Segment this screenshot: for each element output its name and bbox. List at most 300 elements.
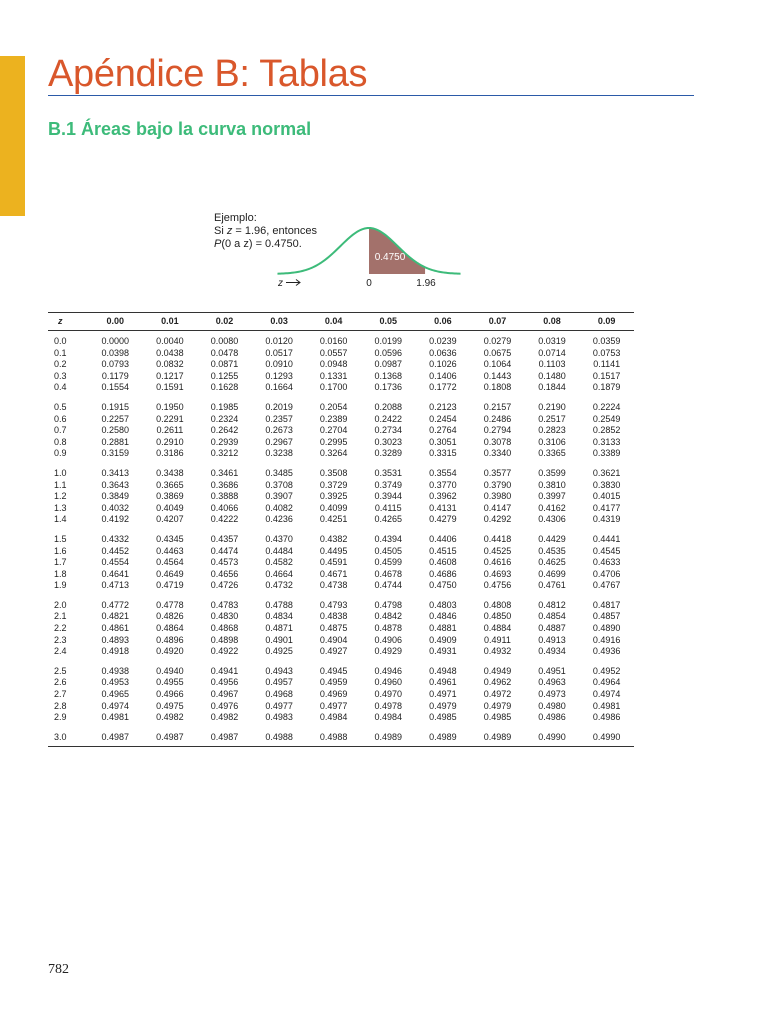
area-value-cell: 0.3531 <box>374 467 403 478</box>
area-value-cell: 0.4861 <box>101 623 130 634</box>
area-value-cell: 0.4990 <box>579 724 634 747</box>
area-value-cell: 0.1664 <box>265 382 293 393</box>
area-value-cell: 0.2291 <box>156 413 184 424</box>
area-value-cell: 0.4793 <box>319 599 348 610</box>
z-value-cell: 2.4 <box>54 646 67 657</box>
area-value-cell: 0.4474 <box>210 545 239 556</box>
table-row <box>48 480 634 492</box>
z-value-cell: 0.7 <box>54 425 67 436</box>
area-value-cell: 0.4505 <box>374 545 403 556</box>
area-value-cell: 0.4656 <box>210 568 239 579</box>
area-value-cell: 0.2019 <box>265 401 293 412</box>
area-value-cell: 0.4484 <box>265 545 293 556</box>
area-value-cell: 0.4901 <box>265 634 293 645</box>
area-value-cell: 0.4826 <box>156 611 184 622</box>
table-row <box>48 348 634 360</box>
area-value-cell: 0.4966 <box>156 689 184 700</box>
area-value-cell: 0.4821 <box>101 611 130 622</box>
table-row <box>48 437 634 449</box>
table-row <box>48 712 634 724</box>
table-row <box>48 569 634 581</box>
area-value-cell: 0.4956 <box>210 677 239 688</box>
axis-zero-label: 0 <box>366 278 372 289</box>
area-value-cell: 0.4177 <box>592 502 621 513</box>
column-header: 0.05 <box>361 313 416 331</box>
area-value-cell: 0.4664 <box>265 568 293 579</box>
area-value-cell: 0.4616 <box>483 557 512 568</box>
area-value-cell: 0.1480 <box>538 370 566 381</box>
axis-z-value-label: 1.96 <box>416 278 436 289</box>
area-value-cell: 0.4964 <box>592 677 621 688</box>
z-value-cell: 2.1 <box>54 611 67 622</box>
area-value-cell: 0.4842 <box>374 611 403 622</box>
area-value-cell: 0.4984 <box>319 712 348 723</box>
area-value-cell: 0.4713 <box>101 580 130 591</box>
area-value-cell: 0.4357 <box>210 533 239 544</box>
area-value-cell: 0.4945 <box>319 665 348 676</box>
table-row <box>48 514 634 526</box>
table-row <box>48 414 634 426</box>
area-value-cell: 0.2088 <box>374 401 403 412</box>
area-value-cell: 0.4976 <box>210 700 239 711</box>
area-value-cell: 0.0557 <box>319 347 348 358</box>
area-value-cell: 0.4699 <box>538 568 566 579</box>
area-value-cell: 0.4772 <box>101 599 130 610</box>
area-value-cell: 0.1736 <box>374 382 403 393</box>
area-value-cell: 0.4887 <box>538 623 566 634</box>
area-value-cell: 0.4812 <box>538 599 566 610</box>
area-value-cell: 0.4429 <box>538 533 566 544</box>
table-row <box>48 448 634 460</box>
area-value-cell: 0.3888 <box>210 491 239 502</box>
column-header: 0.02 <box>197 313 252 331</box>
axis-arrow-icon <box>286 280 300 286</box>
area-value-cell: 0.4345 <box>156 533 184 544</box>
area-value-cell: 0.1217 <box>156 370 184 381</box>
area-value-cell: 0.2611 <box>156 425 184 436</box>
area-value-cell: 0.2642 <box>210 425 239 436</box>
area-value-cell: 0.4525 <box>483 545 512 556</box>
page-number: 782 <box>48 962 69 977</box>
z-value-cell: 0.1 <box>54 347 67 358</box>
area-value-cell: 0.4131 <box>429 502 457 513</box>
area-value-cell: 0.4948 <box>429 665 457 676</box>
area-value-cell: 0.4972 <box>483 689 512 700</box>
section-heading: B.1 Áreas bajo la curva normal <box>48 119 312 139</box>
z-value-cell: 0.8 <box>54 436 67 447</box>
table-row <box>48 557 634 569</box>
area-value-cell: 0.4767 <box>592 580 621 591</box>
area-value-cell: 0.1844 <box>538 382 566 393</box>
area-value-cell: 0.4830 <box>210 611 239 622</box>
area-value-cell: 0.3980 <box>483 491 512 502</box>
area-value-cell: 0.4916 <box>592 634 621 645</box>
column-header: 0.01 <box>143 313 198 331</box>
area-value-cell: 0.4988 <box>252 724 307 747</box>
z-value-cell: 1.3 <box>54 502 67 513</box>
area-value-cell: 0.3708 <box>265 479 293 490</box>
column-header: 0.03 <box>252 313 307 331</box>
area-value-cell: 0.4744 <box>374 580 403 591</box>
area-value-cell: 0.4890 <box>592 623 621 634</box>
shaded-area <box>369 228 425 274</box>
area-value-cell: 0.3264 <box>319 448 348 459</box>
area-value-cell: 0.0438 <box>156 347 184 358</box>
area-value-cell: 0.3810 <box>538 479 566 490</box>
area-value-cell: 0.1879 <box>592 382 621 393</box>
area-value-cell: 0.4582 <box>265 557 293 568</box>
area-value-cell: 0.2823 <box>538 425 566 436</box>
area-value-cell: 0.3186 <box>156 448 184 459</box>
area-value-cell: 0.4838 <box>319 611 348 622</box>
area-value-cell: 0.4236 <box>265 514 293 525</box>
area-value-cell: 0.3023 <box>374 436 403 447</box>
area-value-cell: 0.4015 <box>592 491 621 502</box>
area-value-label: 0.4750 <box>374 252 406 263</box>
area-value-cell: 0.0596 <box>374 347 403 358</box>
area-value-cell: 0.4608 <box>429 557 457 568</box>
z-value-cell: 1.9 <box>54 580 67 591</box>
area-value-cell: 0.4904 <box>319 634 348 645</box>
area-value-cell: 0.4929 <box>374 646 403 657</box>
table-row <box>48 701 634 713</box>
area-value-cell: 0.4732 <box>265 580 293 591</box>
area-value-cell: 0.4979 <box>429 700 457 711</box>
area-value-cell: 0.1443 <box>483 370 512 381</box>
z-value-cell: 0.4 <box>54 382 67 393</box>
area-value-cell: 0.4955 <box>156 677 184 688</box>
area-value-cell: 0.4967 <box>210 689 239 700</box>
area-value-cell: 0.4082 <box>265 502 293 513</box>
table-row <box>48 689 634 701</box>
area-value-cell: 0.0910 <box>265 359 293 370</box>
area-value-cell: 0.4573 <box>210 557 239 568</box>
z-value-cell: 1.4 <box>54 514 67 525</box>
area-value-cell: 0.4941 <box>210 665 239 676</box>
area-value-cell: 0.4932 <box>483 646 512 657</box>
table-row <box>48 371 634 383</box>
area-value-cell: 0.4099 <box>319 502 348 513</box>
area-value-cell: 0.4971 <box>429 689 457 700</box>
area-value-cell: 0.4911 <box>484 634 511 645</box>
area-value-cell: 0.4962 <box>483 677 512 688</box>
area-value-cell: 0.4957 <box>265 677 293 688</box>
area-value-cell: 0.4981 <box>592 700 621 711</box>
area-value-cell: 0.4878 <box>374 623 403 634</box>
area-value-cell: 0.3461 <box>210 467 239 478</box>
area-value-cell: 0.2881 <box>101 436 130 447</box>
area-value-cell: 0.4968 <box>265 689 293 700</box>
area-value-cell: 0.3643 <box>101 479 130 490</box>
area-value-cell: 0.4641 <box>101 568 130 579</box>
z-value-cell: 1.8 <box>54 568 67 579</box>
area-value-cell: 0.4783 <box>210 599 239 610</box>
area-value-cell: 0.4115 <box>374 502 402 513</box>
area-value-cell: 0.3770 <box>429 479 457 490</box>
area-value-cell: 0.4982 <box>210 712 239 723</box>
axis-variable-label: z <box>278 278 283 289</box>
area-value-cell: 0.4984 <box>374 712 403 723</box>
table-row <box>48 658 634 678</box>
column-header: 0.06 <box>416 313 471 331</box>
area-value-cell: 0.4222 <box>210 514 239 525</box>
area-value-cell: 0.3485 <box>265 467 293 478</box>
area-value-cell: 0.3925 <box>319 491 348 502</box>
area-value-cell: 0.4989 <box>470 724 525 747</box>
area-value-cell: 0.3133 <box>592 436 621 447</box>
area-value-cell: 0.4922 <box>210 646 239 657</box>
area-value-cell: 0.0080 <box>210 336 239 346</box>
area-value-cell: 0.2224 <box>592 401 621 412</box>
area-value-cell: 0.1103 <box>538 359 566 370</box>
area-value-cell: 0.3997 <box>538 491 566 502</box>
table-row <box>48 331 634 348</box>
table-row <box>48 635 634 647</box>
area-value-cell: 0.4382 <box>319 533 348 544</box>
area-value-cell: 0.4988 <box>306 724 361 747</box>
area-value-cell: 0.2549 <box>592 413 621 424</box>
area-value-cell: 0.4370 <box>265 533 293 544</box>
table-row <box>48 677 634 689</box>
area-value-cell: 0.3729 <box>319 479 348 490</box>
area-value-cell: 0.4987 <box>197 724 252 747</box>
table-row <box>48 460 634 480</box>
area-value-cell: 0.4463 <box>156 545 184 556</box>
area-value-cell: 0.1064 <box>483 359 512 370</box>
area-value-cell: 0.0000 <box>101 336 130 346</box>
z-value-cell: 1.6 <box>54 545 67 556</box>
z-value-cell: 2.7 <box>54 689 67 700</box>
area-value-cell: 0.3849 <box>101 491 130 502</box>
area-value-cell: 0.4980 <box>538 700 566 711</box>
area-value-cell: 0.3438 <box>156 467 184 478</box>
area-value-cell: 0.4441 <box>592 533 621 544</box>
area-value-cell: 0.1517 <box>592 370 621 381</box>
area-value-cell: 0.0517 <box>265 347 293 358</box>
z-value-cell: 3.0 <box>48 724 88 747</box>
area-value-cell: 0.2580 <box>101 425 130 436</box>
area-value-cell: 0.2324 <box>210 413 239 424</box>
area-value-cell: 0.0319 <box>538 336 566 346</box>
z-value-cell: 1.5 <box>54 533 67 544</box>
z-value-cell: 0.5 <box>54 401 67 412</box>
area-value-cell: 0.4279 <box>429 514 457 525</box>
area-value-cell: 0.2054 <box>319 401 348 412</box>
area-value-cell: 0.4147 <box>483 502 512 513</box>
area-value-cell: 0.2910 <box>156 436 184 447</box>
table-row <box>48 580 634 592</box>
area-value-cell: 0.4977 <box>319 700 348 711</box>
z-value-cell: 1.7 <box>54 557 67 568</box>
area-value-cell: 0.3508 <box>319 467 348 478</box>
area-value-cell: 0.4738 <box>319 580 348 591</box>
area-value-cell: 0.4554 <box>101 557 130 568</box>
area-value-cell: 0.4857 <box>592 611 621 622</box>
table-row <box>48 623 634 635</box>
area-value-cell: 0.4452 <box>101 545 130 556</box>
area-value-cell: 0.4756 <box>483 580 512 591</box>
area-value-cell: 0.4633 <box>592 557 621 568</box>
area-value-cell: 0.4920 <box>156 646 184 657</box>
z-value-cell: 1.2 <box>54 491 67 502</box>
z-value-cell: 0.2 <box>54 359 67 370</box>
area-value-cell: 0.4418 <box>483 533 512 544</box>
area-value-cell: 0.3413 <box>101 467 130 478</box>
area-value-cell: 0.4973 <box>538 689 566 700</box>
area-value-cell: 0.4515 <box>429 545 457 556</box>
area-value-cell: 0.1331 <box>319 370 348 381</box>
area-value-cell: 0.2794 <box>483 425 512 436</box>
area-value-cell: 0.3599 <box>538 467 566 478</box>
area-value-cell: 0.2517 <box>538 413 566 424</box>
area-value-cell: 0.4918 <box>101 646 130 657</box>
column-header: 0.00 <box>88 313 143 331</box>
area-value-cell: 0.4265 <box>374 514 403 525</box>
area-value-cell: 0.1591 <box>156 382 184 393</box>
area-value-cell: 0.1808 <box>483 382 512 393</box>
area-value-cell: 0.3830 <box>592 479 621 490</box>
area-value-cell: 0.4990 <box>525 724 580 747</box>
area-value-cell: 0.4979 <box>483 700 512 711</box>
area-value-cell: 0.4981 <box>101 712 130 723</box>
area-value-cell: 0.4066 <box>210 502 239 513</box>
area-value-cell: 0.4986 <box>538 712 566 723</box>
area-value-cell: 0.4817 <box>592 599 621 610</box>
area-value-cell: 0.4319 <box>592 514 621 525</box>
area-value-cell: 0.2734 <box>374 425 403 436</box>
area-value-cell: 0.2357 <box>265 413 293 424</box>
area-value-cell: 0.2764 <box>429 425 457 436</box>
table-row <box>48 526 634 546</box>
area-value-cell: 0.3665 <box>156 479 184 490</box>
area-value-cell: 0.3790 <box>483 479 512 490</box>
area-value-cell: 0.0040 <box>156 336 184 346</box>
area-value-cell: 0.2257 <box>101 413 130 424</box>
area-value-cell: 0.0199 <box>374 336 403 346</box>
area-value-cell: 0.4706 <box>592 568 621 579</box>
area-value-cell: 0.4798 <box>374 599 403 610</box>
area-value-cell: 0.4906 <box>374 634 403 645</box>
area-value-cell: 0.4591 <box>319 557 348 568</box>
area-value-cell: 0.0793 <box>101 359 130 370</box>
area-value-cell: 0.0279 <box>483 336 512 346</box>
area-value-cell: 0.3340 <box>483 448 512 459</box>
area-value-cell: 0.4959 <box>319 677 348 688</box>
z-value-cell: 2.9 <box>54 712 67 723</box>
area-value-cell: 0.2123 <box>429 401 457 412</box>
area-value-cell: 0.1554 <box>101 382 130 393</box>
area-value-cell: 0.4985 <box>483 712 512 723</box>
area-value-cell: 0.4803 <box>429 599 457 610</box>
area-value-cell: 0.2995 <box>319 436 348 447</box>
area-value-cell: 0.4564 <box>156 557 184 568</box>
z-value-cell: 2.6 <box>54 677 67 688</box>
area-value-cell: 0.4898 <box>210 634 239 645</box>
area-value-cell: 0.4983 <box>265 712 293 723</box>
area-value-cell: 0.4982 <box>156 712 184 723</box>
z-value-cell: 0.3 <box>54 370 67 381</box>
area-value-cell: 0.1179 <box>101 370 129 381</box>
area-value-cell: 0.4909 <box>429 634 457 645</box>
table-row <box>48 503 634 515</box>
area-value-cell: 0.4049 <box>156 502 184 513</box>
z-value-cell: 2.3 <box>54 634 67 645</box>
area-value-cell: 0.3749 <box>374 479 403 490</box>
table-row <box>48 382 634 394</box>
area-value-cell: 0.4927 <box>319 646 348 657</box>
area-value-cell: 0.4961 <box>429 677 457 688</box>
area-value-cell: 0.4864 <box>156 623 184 634</box>
area-value-cell: 0.4693 <box>483 568 512 579</box>
area-value-cell: 0.4649 <box>156 568 184 579</box>
title-rule-divider <box>48 95 694 96</box>
area-value-cell: 0.1985 <box>210 401 239 412</box>
area-value-cell: 0.4934 <box>538 646 566 657</box>
area-value-cell: 0.0160 <box>319 336 348 346</box>
area-value-cell: 0.3944 <box>374 491 403 502</box>
area-value-cell: 0.0239 <box>429 336 457 346</box>
area-value-cell: 0.4854 <box>538 611 566 622</box>
area-value-cell: 0.4808 <box>483 599 512 610</box>
area-value-cell: 0.3577 <box>483 467 512 478</box>
area-value-cell: 0.4625 <box>538 557 566 568</box>
area-value-cell: 0.4719 <box>156 580 184 591</box>
area-value-cell: 0.4989 <box>416 724 471 747</box>
area-value-cell: 0.3686 <box>210 479 239 490</box>
area-value-cell: 0.4978 <box>374 700 403 711</box>
z-column-header: z <box>48 313 88 331</box>
area-value-cell: 0.4985 <box>429 712 457 723</box>
area-value-cell: 0.4946 <box>374 665 403 676</box>
area-value-cell: 0.3962 <box>429 491 457 502</box>
area-value-cell: 0.2389 <box>319 413 348 424</box>
area-value-cell: 0.4963 <box>538 677 566 688</box>
table-row <box>48 592 634 612</box>
area-value-cell: 0.3389 <box>592 448 621 459</box>
area-value-cell: 0.2673 <box>265 425 293 436</box>
z-value-cell: 2.2 <box>54 623 67 634</box>
area-value-cell: 0.4599 <box>374 557 403 568</box>
area-value-cell: 0.0120 <box>265 336 293 346</box>
table-body <box>48 331 634 747</box>
column-header: 0.04 <box>306 313 361 331</box>
example-line-3: P(0 a z) = 0.4750. <box>214 238 302 250</box>
area-value-cell: 0.4875 <box>319 623 348 634</box>
z-value-cell: 1.1 <box>54 479 67 490</box>
area-value-cell: 0.1293 <box>265 370 293 381</box>
area-value-cell: 0.0359 <box>592 336 621 346</box>
chapter-tab-marker <box>0 56 25 216</box>
area-value-cell: 0.4292 <box>483 514 512 525</box>
area-value-cell: 0.4986 <box>592 712 621 723</box>
area-value-cell: 0.4881 <box>429 623 457 634</box>
area-value-cell: 0.4788 <box>265 599 293 610</box>
page-title: Apéndice B: Tablas <box>48 53 368 95</box>
area-value-cell: 0.4953 <box>101 677 130 688</box>
area-value-cell: 0.3238 <box>265 448 293 459</box>
area-value-cell: 0.4406 <box>429 533 457 544</box>
area-value-cell: 0.3212 <box>210 448 239 459</box>
area-value-cell: 0.3289 <box>374 448 403 459</box>
area-value-cell: 0.4545 <box>592 545 621 556</box>
area-value-cell: 0.4987 <box>143 724 198 747</box>
table-header-row <box>48 313 634 331</box>
table-row <box>48 425 634 437</box>
area-value-cell: 0.3907 <box>265 491 293 502</box>
column-header: 0.07 <box>470 313 525 331</box>
table-row <box>48 724 634 747</box>
area-value-cell: 0.1026 <box>429 359 457 370</box>
